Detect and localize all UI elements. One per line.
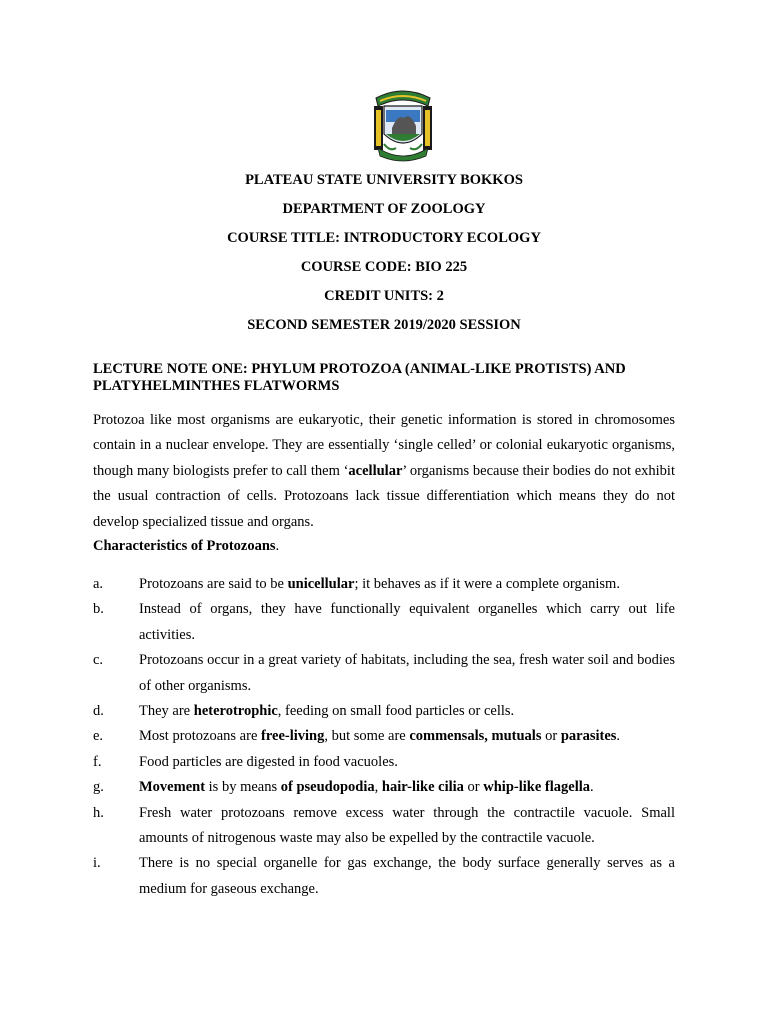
list-marker: a.	[93, 576, 104, 592]
list-item	[93, 699, 675, 724]
text-run: is by means	[205, 779, 281, 796]
text-run: or	[541, 728, 561, 745]
course-title: COURSE TITLE: INTRODUCTORY ECOLOGY	[227, 230, 541, 246]
credit-units: CREDIT UNITS: 2	[324, 288, 444, 304]
list-item	[93, 724, 675, 749]
list-marker: g.	[93, 779, 104, 796]
session-label: SECOND SEMESTER 2019/2020 SESSION	[247, 317, 521, 333]
bold-run: commensals, mutuals	[409, 728, 542, 745]
bold-run: hair-like cilia	[381, 779, 464, 796]
list-marker: i.	[93, 855, 101, 872]
text-run: Protozoans are said to be	[139, 576, 288, 592]
text-run: Most protozoans are	[139, 728, 262, 745]
list-item	[93, 572, 675, 597]
bold-run: Movement	[139, 779, 206, 796]
list-item-text	[139, 801, 675, 852]
characteristics-heading-period: .	[275, 538, 280, 554]
bold-run: free-living	[261, 728, 325, 745]
bold-run: parasites	[560, 728, 617, 745]
course-code: COURSE CODE: BIO 225	[300, 259, 468, 275]
text-run: ,	[374, 779, 382, 796]
intro-text-part1: Protozoa like most organisms are eukaryotic, their genetic information is stored in chromosomes contain in a nuclear envelope. They are essentially ‘single celled’ or colonial eukaryotic organisms, though many biologists prefer to call them ‘	[93, 412, 675, 479]
text-run: They are	[139, 703, 194, 720]
text-run: .	[616, 728, 621, 745]
text-run: Food particles are digested in food vacuoles.	[139, 753, 398, 770]
text-run: .	[590, 779, 594, 796]
text-run: ; it behaves as if it were a complete organism.	[354, 576, 620, 592]
bold-run: unicellular	[287, 576, 355, 592]
intro-text-part2: ’ organisms because their bodies do not exhibit the usual contraction of cells. Protozoans lack tissue differentiation which means they do not develop specialized tissue and organs.	[93, 462, 675, 530]
university-name: PLATEAU STATE UNIVERSITY BOKKOS	[245, 172, 523, 188]
bold-run: whip-like flagella	[483, 779, 591, 796]
text-run: There is no special organelle for gas exchange, the body surface generally serves as a medium for gaseous exchange.	[139, 855, 675, 897]
characteristics-heading	[93, 536, 675, 556]
list-marker: e.	[93, 728, 104, 745]
university-crest-logo	[370, 86, 436, 164]
list-item-text	[139, 724, 675, 749]
lecture-title: LECTURE NOTE ONE: PHYLUM PROTOZOA (ANIMAL-LIKE PROTISTS) AND PLATYHELMINTHES FLATWORMS	[93, 361, 626, 394]
list-item-text	[139, 775, 675, 800]
characteristics-list	[93, 572, 675, 902]
bold-run: heterotrophic	[193, 703, 278, 720]
text-run: or	[463, 779, 484, 796]
list-marker: f.	[93, 753, 102, 770]
text-run: , feeding on small food particles or cells.	[277, 703, 515, 720]
list-marker: d.	[93, 703, 104, 720]
list-item-text	[139, 648, 675, 699]
list-item	[93, 648, 675, 699]
list-item	[93, 597, 675, 648]
bold-run: of pseudopodia	[280, 779, 375, 796]
characteristics-heading-text: Characteristics of Protozoans	[93, 538, 276, 554]
list-marker: h.	[93, 804, 104, 821]
text-run: Protozoans occur in a great variety of habitats, including the sea, fresh water soil and bodies of other organisms.	[139, 652, 675, 694]
list-item-text	[139, 750, 675, 775]
list-item	[93, 801, 675, 852]
list-item	[93, 851, 675, 902]
list-item-text	[139, 597, 675, 648]
list-marker: c.	[93, 652, 104, 669]
text-run: Fresh water protozoans remove excess water through the contractile vacuole. Small amounts of nitrogenous waste may also be expelled by the contractile vacuole.	[139, 804, 675, 847]
intro-bold-term: acellular	[348, 462, 403, 479]
list-item	[93, 775, 675, 800]
list-item-text	[139, 572, 675, 597]
list-item-text	[139, 699, 675, 724]
list-item-text	[139, 851, 675, 902]
list-item	[93, 750, 675, 775]
text-run: , but some are	[324, 728, 410, 745]
intro-paragraph	[93, 408, 675, 535]
text-run: Instead of organs, they have functionally equivalent organelles which carry out life activities.	[139, 601, 675, 643]
list-marker: b.	[93, 601, 104, 618]
department-name: DEPARTMENT OF ZOOLOGY	[282, 201, 486, 217]
